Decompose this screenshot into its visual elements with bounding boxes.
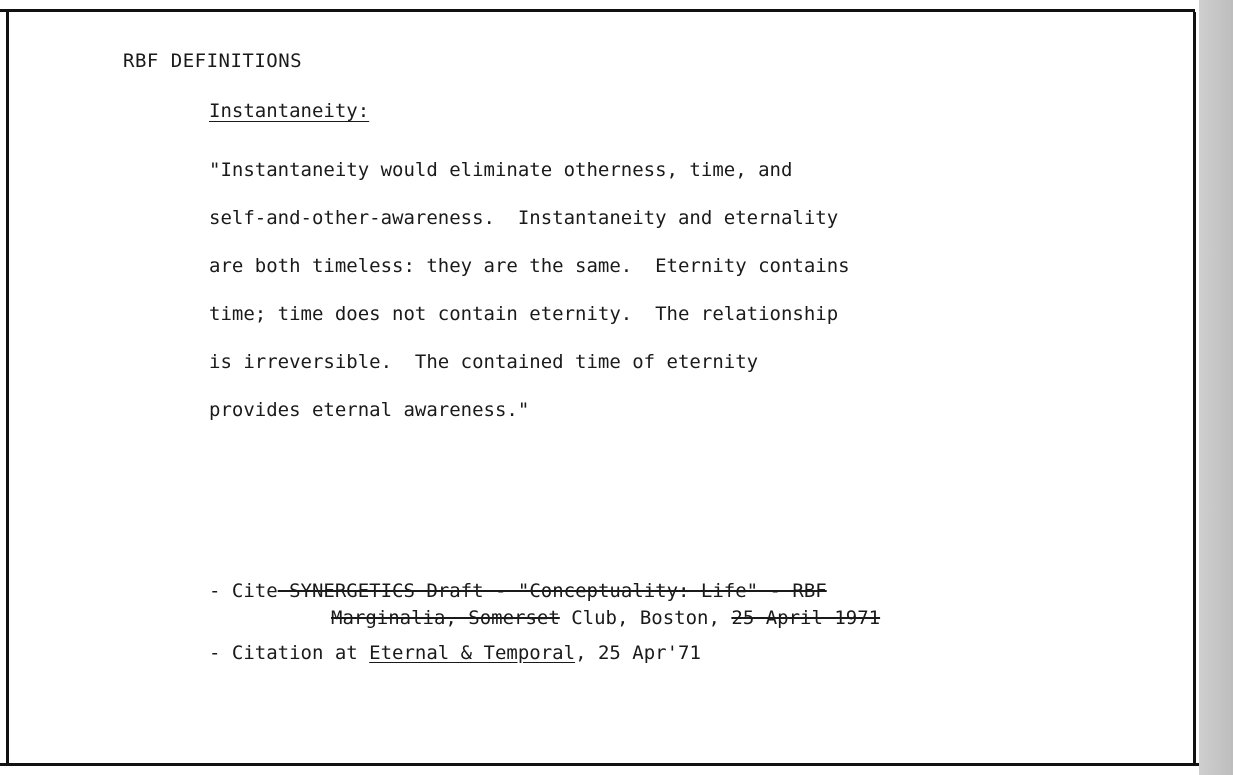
quote-line: time; time does not contain eternity. The relationship: [209, 303, 839, 325]
cite-struck-date: 25 April 1971: [731, 607, 881, 629]
definition-quote: [209, 146, 1109, 434]
cite-dash: -: [209, 580, 232, 602]
page-title: RBF DEFINITIONS: [123, 50, 303, 72]
cite-word: Cite: [231, 580, 278, 602]
cite-struck-source: SYNERGETICS Draft - "Conceptuality: Life" - RBF: [277, 580, 827, 602]
citation-date: , 25 Apr'71: [575, 642, 701, 664]
cite-struck-marginalia: Marginalia, Somerset: [331, 607, 560, 629]
cite-note-line1: [209, 580, 827, 602]
card-border-left: [6, 9, 9, 766]
citation-prefix: - Citation at: [209, 642, 370, 664]
citation-line: [209, 642, 701, 664]
card-border-top: [0, 9, 1195, 12]
term-heading: Instantaneity:: [209, 100, 370, 122]
cite-note-line2: [331, 607, 880, 629]
card-border-right: [1193, 12, 1196, 766]
quote-line: provides eternal awareness.": [209, 399, 530, 421]
scan-edge: [1199, 0, 1233, 775]
quote-line: are both timeless: they are the same. Eternity contains: [209, 255, 850, 277]
quote-line: is irreversible. The contained time of eternity: [209, 351, 759, 373]
card-border-bottom: [0, 763, 1200, 766]
citation-title: Eternal & Temporal: [369, 642, 576, 664]
cite-location: Club, Boston,: [559, 607, 732, 629]
quote-line: "Instantaneity would eliminate otherness, time, and: [209, 159, 793, 181]
quote-line: self-and-other-awareness. Instantaneity and eternality: [209, 207, 839, 229]
